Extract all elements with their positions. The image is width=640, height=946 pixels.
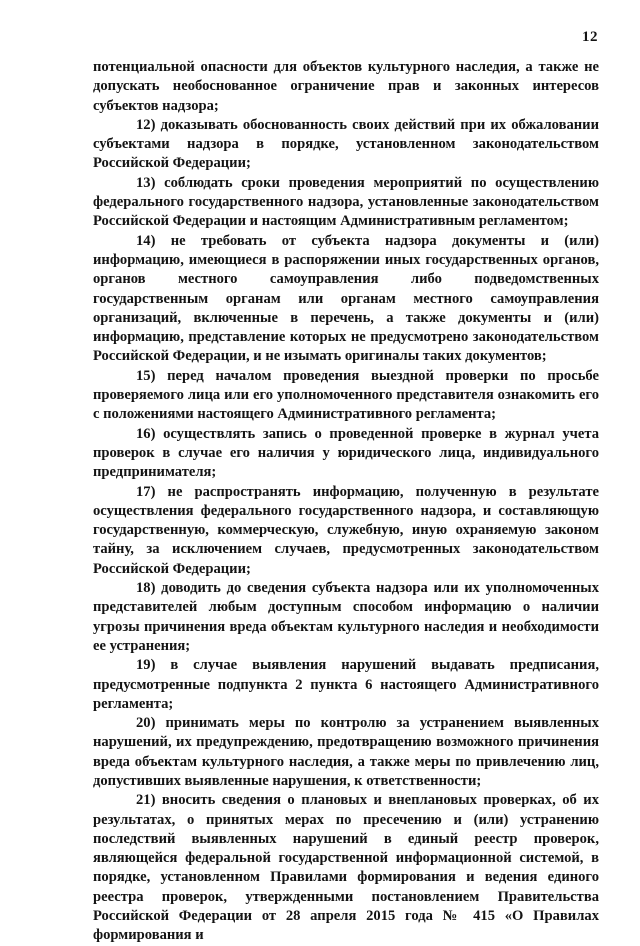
paragraph-item-16: 16) осуществлять запись о проведенной проверке в журнал учета проверок в случае его наличия у юридического лица, индивидуального предпринимателя; [93,425,599,481]
paragraph-continuation: потенциальной опасности для объектов культурного наследия, а также не допускать необоснованное ограничение прав и законных интересов субъектов надзора; [93,59,599,114]
document-body [93,58,599,946]
paragraph-item-21: 21) вносить сведения о плановых и внеплановых проверках, об их результатах, о принятых мерах по пресечению и (или) устранению последствий выявленных нарушений в единый реестр проверок, являющейся федеральной государственной информационной системой, в порядке, установленном Правилами формирования и ведения единого реестра проверок, утвержденными постановлением Правительства Российской Федерации от 28 апреля 2015 года № 415 «О Правилах формирования и [93,792,599,944]
paragraph-item-18: 18) доводить до сведения субъекта надзора или их уполномоченных представителей любым доступным способом информацию о наличии угрозы причинения вреда объектам культурного наследия и необходимости ее устранения; [93,580,599,654]
paragraph-item-19: 19) в случае выявления нарушений выдавать предписания, предусмотренные подпункта 2 пункта 6 настоящего Административного регламента; [93,657,599,712]
paragraph-item-13: 13) соблюдать сроки проведения мероприятий по осуществлению федерального государственного надзора, установленные законодательством Российской Федерации и настоящим Административным регламентом; [93,174,599,230]
paragraph-item-14: 14) не требовать от субъекта надзора документы и (или) информацию, имеющиеся в распоряжении иных государственных органов, органов местного самоуправления либо подведомственных государственным органам или органам местного самоуправления организаций, включенные в перечень, а также документы и (или) информацию, представление которых не предусмотрено законодательством Российской Федерации, и не изымать оригиналы таких документов; [93,232,599,365]
paragraph-item-12: 12) доказывать обоснованность своих действий при их обжаловании субъектами надзора в порядке, установленном законодательством Российской Федерации; [93,116,599,172]
page-number: 12 [582,29,598,45]
paragraph-item-20: 20) принимать меры по контролю за устранением выявленных нарушений, их предупреждению, предотвращению возможного причинения вреда объектам культурного наследия, а также меры по привлечению лиц, допустивших выявленные нарушения, к ответственности; [93,715,599,789]
paragraph-item-15: 15) перед началом проведения выездной проверки по просьбе проверяемого лица или его уполномоченного представителя ознакомить его с положениями настоящего Административного регламента; [93,367,599,423]
paragraph-item-17: 17) не распространять информацию, полученную в результате осуществления федерального государственного надзора, и составляющую государственную, коммерческую, служебную, иную охраняемую законом тайну, за исключением случаев, предусмотренных законодательством Российской Федерации; [93,483,599,577]
